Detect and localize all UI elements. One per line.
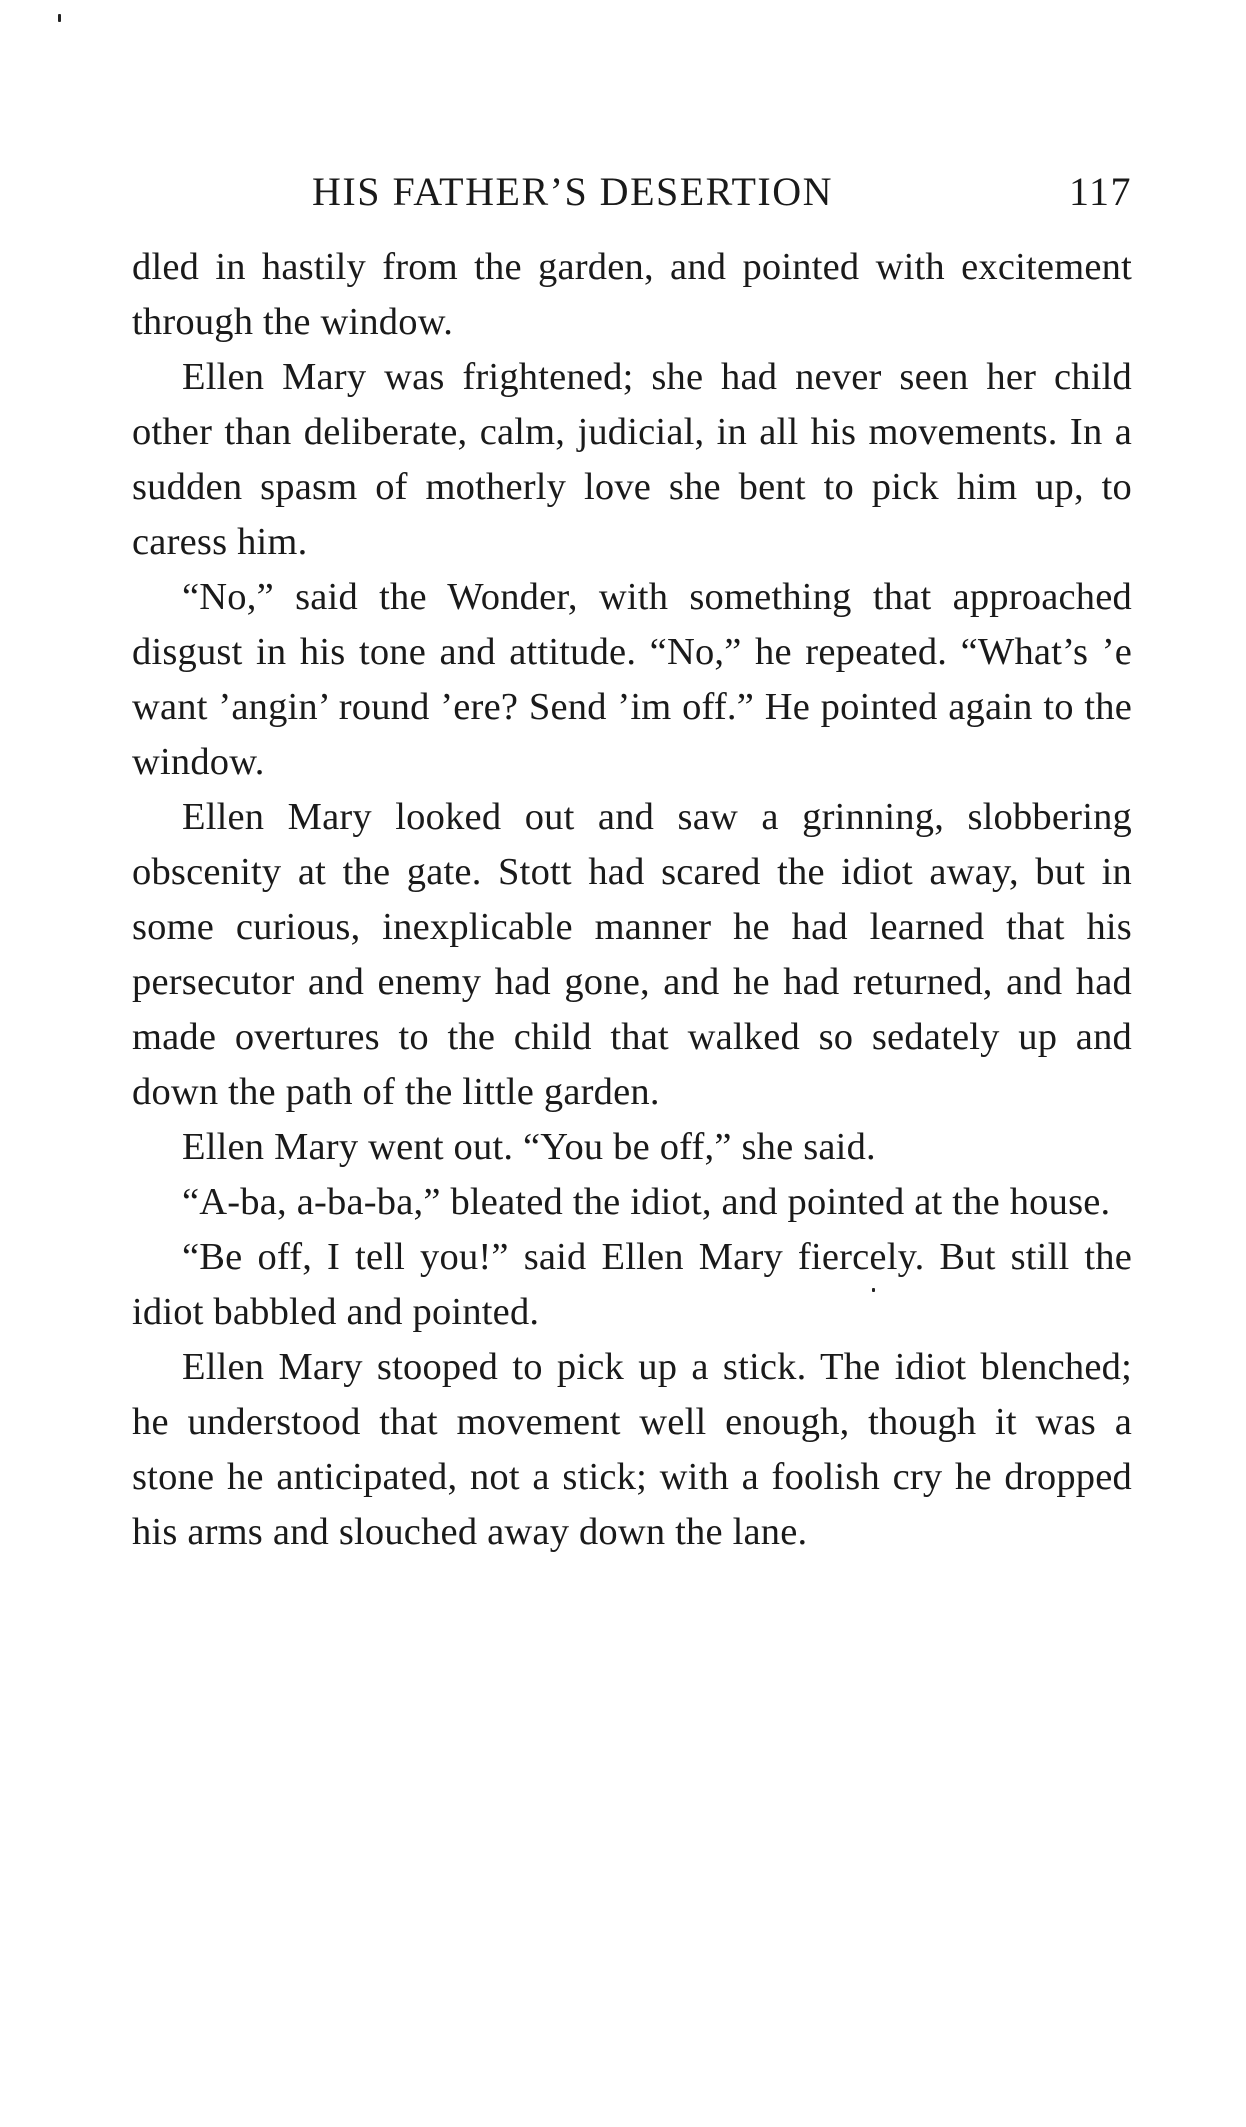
paragraph: dled in hastily from the garden, and pointed with excitement through the window.: [132, 246, 1132, 343]
page-number: 117: [1068, 169, 1132, 214]
body-text: [132, 240, 1132, 1560]
paragraph: “Be off, I tell you!” said Ellen Mary fiercely. But still the idiot babbled and pointed.: [132, 1236, 1132, 1333]
ink-speck: [58, 14, 61, 22]
paragraph: “A-ba, a-ba-ba,” bleated the idiot, and pointed at the house.: [182, 1181, 1111, 1223]
ink-speck: [872, 1288, 875, 1292]
paragraph: Ellen Mary looked out and saw a grinning, slobbering obscenity at the gate. Stott had scared the idiot away, but in some curious, inexplicable manner he had learned that his persecutor and enemy had gone, and he had returned, and had made overtures to the child that walked so sedately up and down the path of the little garden.: [132, 796, 1132, 1113]
paragraph: Ellen Mary stooped to pick up a stick. The idiot blenched; he understood that movement well enough, though it was a stone he anticipated, not a stick; with a foolish cry he dropped his arms and slouched away down the lane.: [132, 1346, 1132, 1553]
paragraph: Ellen Mary went out. “You be off,” she said.: [182, 1126, 876, 1168]
paragraph: “No,” said the Wonder, with something that approached disgust in his tone and attitude. “No,” he repeated. “What’s ’e want ’angin’ round ’ere? Send ’im off.” He pointed again to the window.: [132, 576, 1132, 783]
paragraph: Ellen Mary was frightened; she had never seen her child other than deliberate, calm, judicial, in all his movements. In a sudden spasm of motherly love she bent to pick him up, to caress him.: [132, 356, 1132, 563]
running-title: HIS FATHER’S DESERTION: [312, 169, 833, 214]
running-head: [132, 162, 1132, 222]
